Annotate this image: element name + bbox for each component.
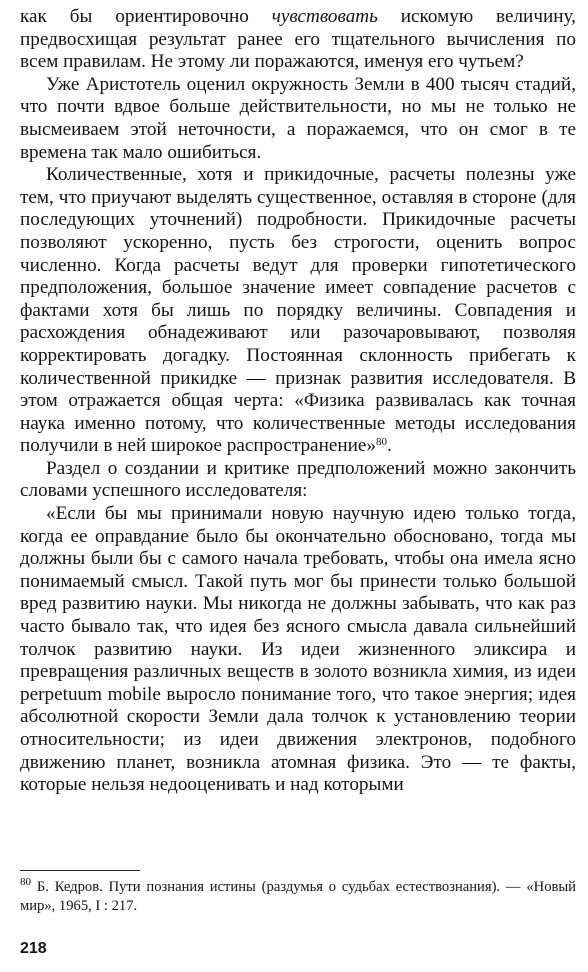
- page-body: [20, 6, 576, 797]
- paragraph-2: Уже Аристотель оценил окружность Земли в 400 тысяч стадий, что почти вдвое больше действительности, но мы не только не высмеиваем этой неточности, а поражаемся, что он смог в те времена так мало ошибиться.: [20, 73, 576, 163]
- paragraph-1: как бы ориентировочно чувствовать искомую величину, предвосхищая результат ранее его тщательного вычисления по всем правилам. Не этому ли поражаются, именуя его чутьем?: [20, 6, 576, 73]
- footnote-reference: 80: [376, 436, 387, 449]
- footnote-separator: [20, 870, 140, 871]
- page-number: 218: [20, 940, 47, 957]
- paragraph-4: Раздел о создании и критике предположений можно закончить словами успешного исследователя:: [20, 457, 576, 502]
- footnote-text: Б. Кедров. Пути познания истины (раздумья о судьбах естествознания). — «Новый мир», 1965, I : 217.: [20, 879, 576, 914]
- footnote: [20, 878, 576, 916]
- paragraph-3: Количественные, хотя и прикидочные, расчеты полезны уже тем, что приучают выделять существенное, оставляя в стороне (для последующих уточнений) подробности. Прикидочные расчеты позволяют ускоренно, пусть без строгости, оценить вопрос численно. Когда расчеты ведут для проверки гипотетического предположения, большое значение имеет совпадение расчетов с фактами хотя бы лишь по порядку величины. Совпадения и расхождения обнадеживают или разочаровывают, позволяя корректировать догадку. Постоянная склонность прибегать к количественной прикидке — признак развития исследователя. В этом отражается общая черта: «Физика развивалась как точная наука именно потому, что количественные методы исследования получили в ней широкое распространение»$^{80}$.: [20, 164, 576, 457]
- paragraph-5-quote: «Если бы мы принимали новую научную идею только тогда, когда ее оправдание было бы окончательно обоснованo, тогда мы должны были бы с самого начала требовать, чтобы она имела ясно понимаемый смысл. Такой путь мог бы принести только большой вред развитию науки. Мы никогда не должны забывать, что как раз часто бывало так, что идея без ясного смысла давала сильнейший толчок развитию науки. Из идеи жизненного эликсира и превращения различных веществ в золото возникла химия, из идеи perpetuum mobile выросло понимание того, что такое энергия; идея абсолютной скорости Земли дала толчок к установлению теории относительности; из идеи движения электронов, подобного движению планет, возникла атомная физика. Это — те факты, которые нельзя недооценивать и над которыми: [20, 503, 576, 796]
- footnote-marker: 80: [20, 876, 31, 888]
